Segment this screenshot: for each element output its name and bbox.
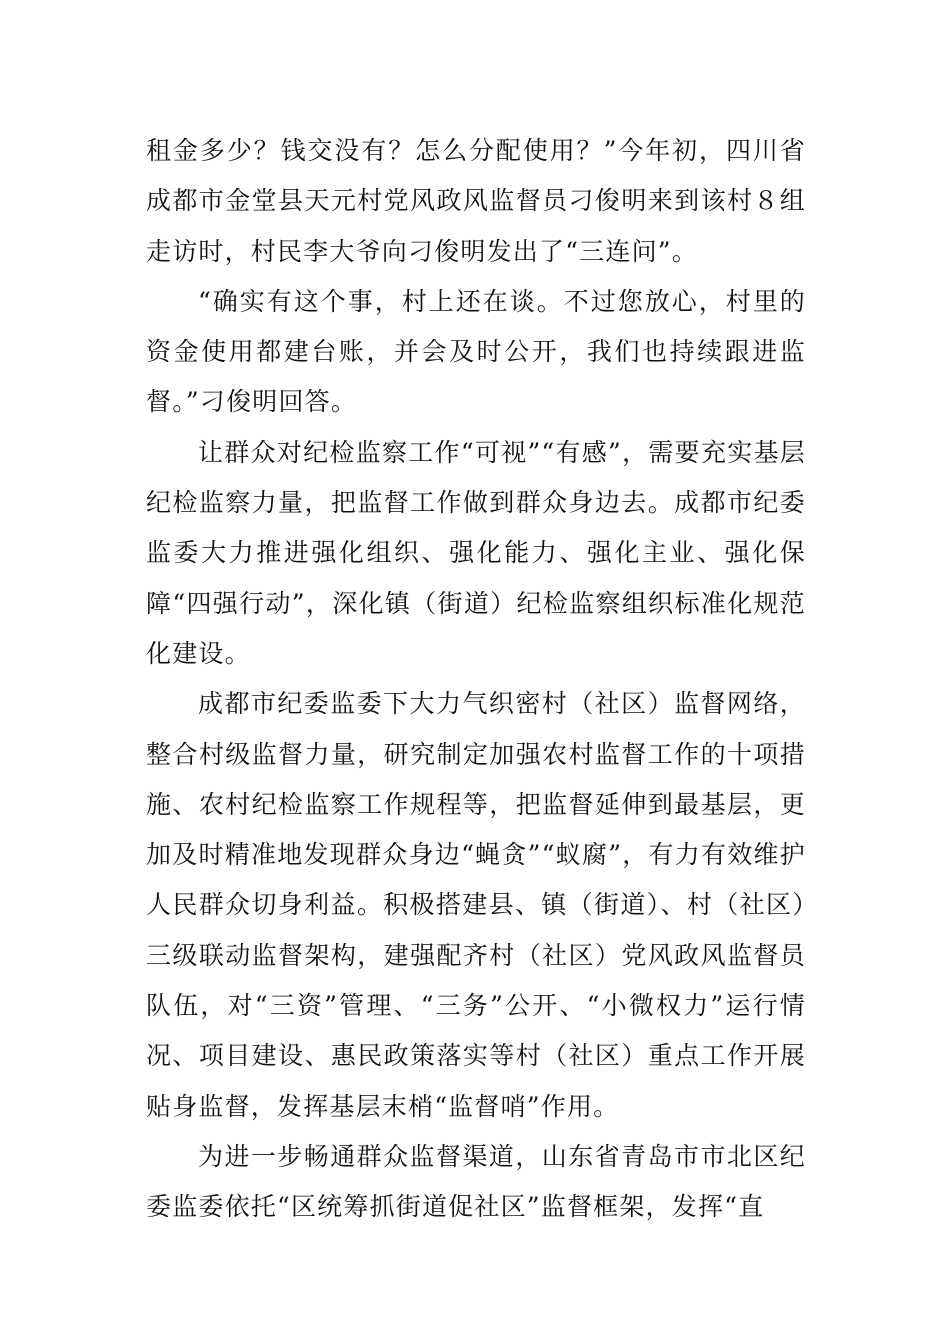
paragraph-continued: 租金多少？钱交没有？怎么分配使用？”今年初，四川省成都市金堂县天元村党风政风监督员刁俊明来到该村８组走访时，村民李大爷向刁俊明发出了“三连问”。 (146, 136, 806, 266)
paragraph-strengthen-forces: 让群众对纪检监察工作“可视”“有感”，需要充实基层纪检监察力量，把监督工作做到群众身边去。成都市纪委监委大力推进强化组织、强化能力、强化主业、强化保障“四强行动”，深化镇（街道）纪检监察组织标准化规范化建设。 (146, 437, 806, 668)
paragraph-quote-reply: “确实有这个事，村上还在谈。不过您放心，村里的资金使用都建台账，并会及时公开，我们也持续跟进监督。”刁俊明回答。 (146, 286, 806, 417)
paragraph-village-network: 成都市纪委监委下大力气织密村（社区）监督网络，整合村级监督力量，研究制定加强农村监督工作的十项措施、农村纪检监察工作规程等，把监督延伸到最基层，更加及时精准地发现群众身边“蝇贪”“蚁腐”，有力有效维护人民群众切身利益。积极搭建县、镇（街道）、村（社区）三级联动监督架构，建强配齐村（社区）党风政风监督员队伍，对“三资”管理、“三务”公开、“小微权力”运行情况、项目建设、惠民政策落实等村（社区）重点工作开展贴身监督，发挥基层末梢“监督哨”作用。 (146, 689, 806, 1121)
article-body (146, 126, 806, 1233)
paragraph-qingdao: 为进一步畅通群众监督渠道，山东省青岛市市北区纪委监委依托“区统筹抓街道促社区”监督框架，发挥“直 (146, 1141, 806, 1222)
